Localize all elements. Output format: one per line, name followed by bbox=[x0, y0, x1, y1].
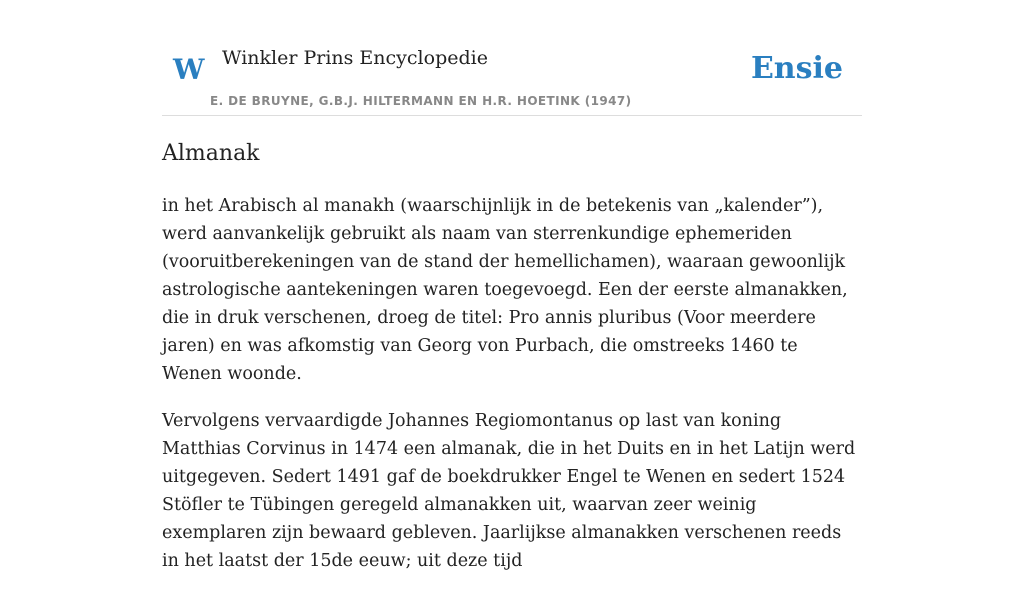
article-paragraph: in het Arabisch al manakh (waarschijnlijk in de betekenis van „kalender”), werd aanvankelijk gebruikt als naam van sterrenkundige ephemeriden (vooruitberekeningen van de stand der hemellichamen), waaraan gewoonlijk astrologische aantekeningen waren toegevoegd. Een der eerste almanakken, die in druk verschenen, droeg de titel: Pro annis pluribus (Voor meerdere jaren) en was afkomstig van Georg von Purbach, die omstreeks 1460 te Wenen woonde. bbox=[162, 196, 848, 384]
source-header bbox=[162, 0, 862, 116]
article-paragraph: Vervolgens vervaardigde Johannes Regiomontanus op last van koning Matthias Corvinus in 1474 een almanak, die in het Duits en in het Latijn werd uitgegeven. Sedert 1491 gaf de boekdrukker Engel te Wenen en sedert 1524 Stöfler te Tübingen geregeld almanakken uit, waarvan zeer weinig exemplaren zijn bewaard gebleven. Jaarlijkse almanakken verschenen reeds in het laatst der 15de eeuw; uit deze tijd bbox=[162, 411, 856, 571]
article-body bbox=[162, 192, 862, 594]
source-title[interactable]: Winkler Prins Encyclopedie bbox=[222, 47, 488, 69]
page-container bbox=[162, 0, 862, 571]
article-title: Almanak bbox=[162, 141, 260, 166]
brand-logo[interactable]: Ensie bbox=[750, 51, 843, 86]
source-logo-icon: W bbox=[173, 53, 205, 86]
source-authors: E. DE BRUYNE, G.B.J. HILTERMANN EN H.R. HOETINK (1947) bbox=[210, 94, 632, 108]
